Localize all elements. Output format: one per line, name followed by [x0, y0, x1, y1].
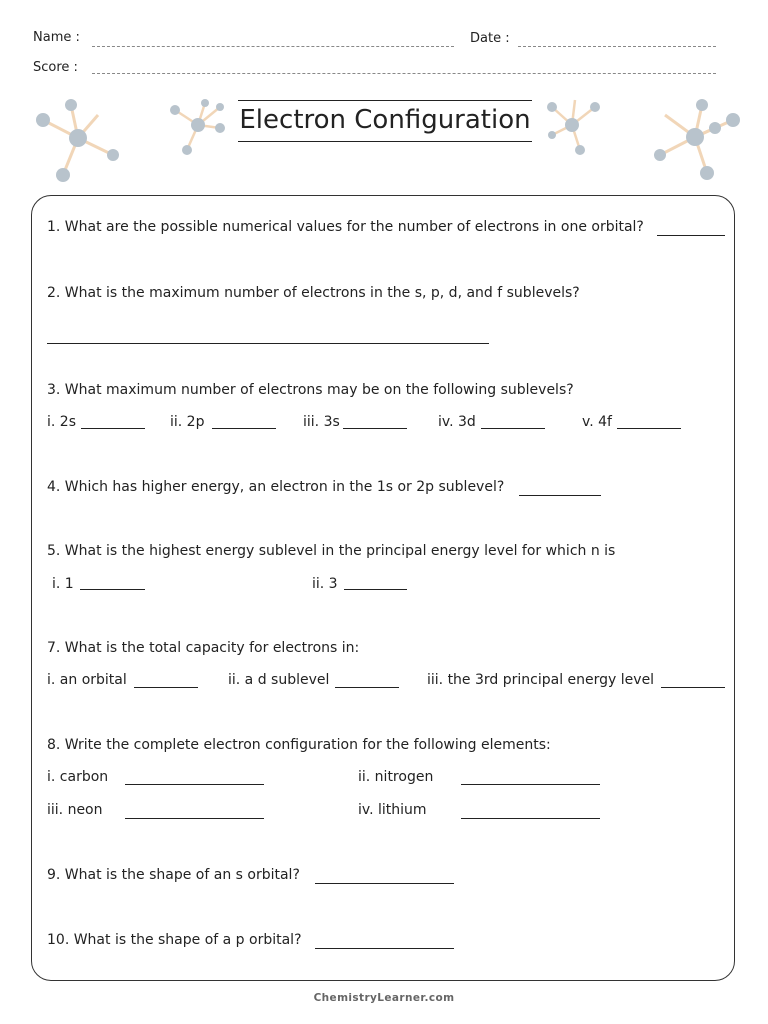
- answer-line[interactable]: [335, 687, 399, 688]
- date-label: Date :: [470, 31, 510, 46]
- level-n3: ii. 3: [312, 576, 338, 592]
- molecule-icon: [165, 95, 235, 160]
- sublevel-3s: iii. 3s: [303, 414, 340, 430]
- question-5: 5. What is the highest energy sublevel in the principal energy level for which n is: [47, 543, 616, 559]
- sublevel-2s: i. 2s: [47, 414, 76, 430]
- sublevel-2p: ii. 2p: [170, 414, 205, 430]
- molecule-icon: [645, 95, 745, 185]
- answer-line[interactable]: [343, 428, 407, 429]
- question-10: 10. What is the shape of a p orbital?: [47, 932, 302, 948]
- date-field[interactable]: [518, 46, 716, 47]
- name-field[interactable]: [92, 46, 454, 47]
- sublevel-3d: iv. 3d: [438, 414, 476, 430]
- question-4: 4. Which has higher energy, an electron in the 1s or 2p sublevel?: [47, 479, 505, 495]
- molecule-icon: [28, 95, 128, 185]
- answer-line[interactable]: [212, 428, 276, 429]
- answer-line[interactable]: [661, 687, 725, 688]
- footer-brand: ChemistryLearner.com: [313, 992, 455, 1004]
- questions-panel: [31, 195, 735, 981]
- answer-line[interactable]: [125, 784, 264, 785]
- answer-line[interactable]: [125, 818, 264, 819]
- score-label: Score :: [33, 60, 78, 75]
- molecule-icon: [540, 95, 610, 160]
- answer-line[interactable]: [657, 235, 725, 236]
- answer-line[interactable]: [81, 428, 145, 429]
- answer-line[interactable]: [134, 687, 198, 688]
- element-carbon: i. carbon: [47, 769, 109, 785]
- element-neon: iii. neon: [47, 802, 103, 818]
- question-2: 2. What is the maximum number of electrons in the s, p, d, and f sublevels?: [47, 285, 580, 301]
- page-title: Electron Configuration: [238, 100, 532, 142]
- answer-line[interactable]: [47, 343, 489, 344]
- element-nitrogen: ii. nitrogen: [358, 769, 434, 785]
- sublevel-4f: v. 4f: [582, 414, 612, 430]
- answer-line[interactable]: [344, 589, 407, 590]
- answer-line[interactable]: [461, 818, 600, 819]
- answer-line[interactable]: [80, 589, 145, 590]
- question-3: 3. What maximum number of electrons may be on the following sublevels?: [47, 382, 574, 398]
- capacity-d-sublevel: ii. a d sublevel: [228, 672, 330, 688]
- answer-line[interactable]: [481, 428, 545, 429]
- question-1: 1. What are the possible numerical values for the number of electrons in one orbital?: [47, 219, 644, 235]
- element-lithium: iv. lithium: [358, 802, 427, 818]
- answer-line[interactable]: [315, 948, 454, 949]
- question-7: 7. What is the total capacity for electrons in:: [47, 640, 360, 656]
- score-field[interactable]: [92, 73, 716, 74]
- question-8: 8. Write the complete electron configuration for the following elements:: [47, 737, 551, 753]
- answer-line[interactable]: [519, 495, 601, 496]
- answer-line[interactable]: [617, 428, 681, 429]
- answer-line[interactable]: [461, 784, 600, 785]
- answer-line[interactable]: [315, 883, 454, 884]
- level-n1: i. 1: [52, 576, 74, 592]
- capacity-orbital: i. an orbital: [47, 672, 127, 688]
- name-label: Name :: [33, 30, 80, 45]
- question-9: 9. What is the shape of an s orbital?: [47, 867, 300, 883]
- capacity-3rd-level: iii. the 3rd principal energy level: [427, 672, 655, 688]
